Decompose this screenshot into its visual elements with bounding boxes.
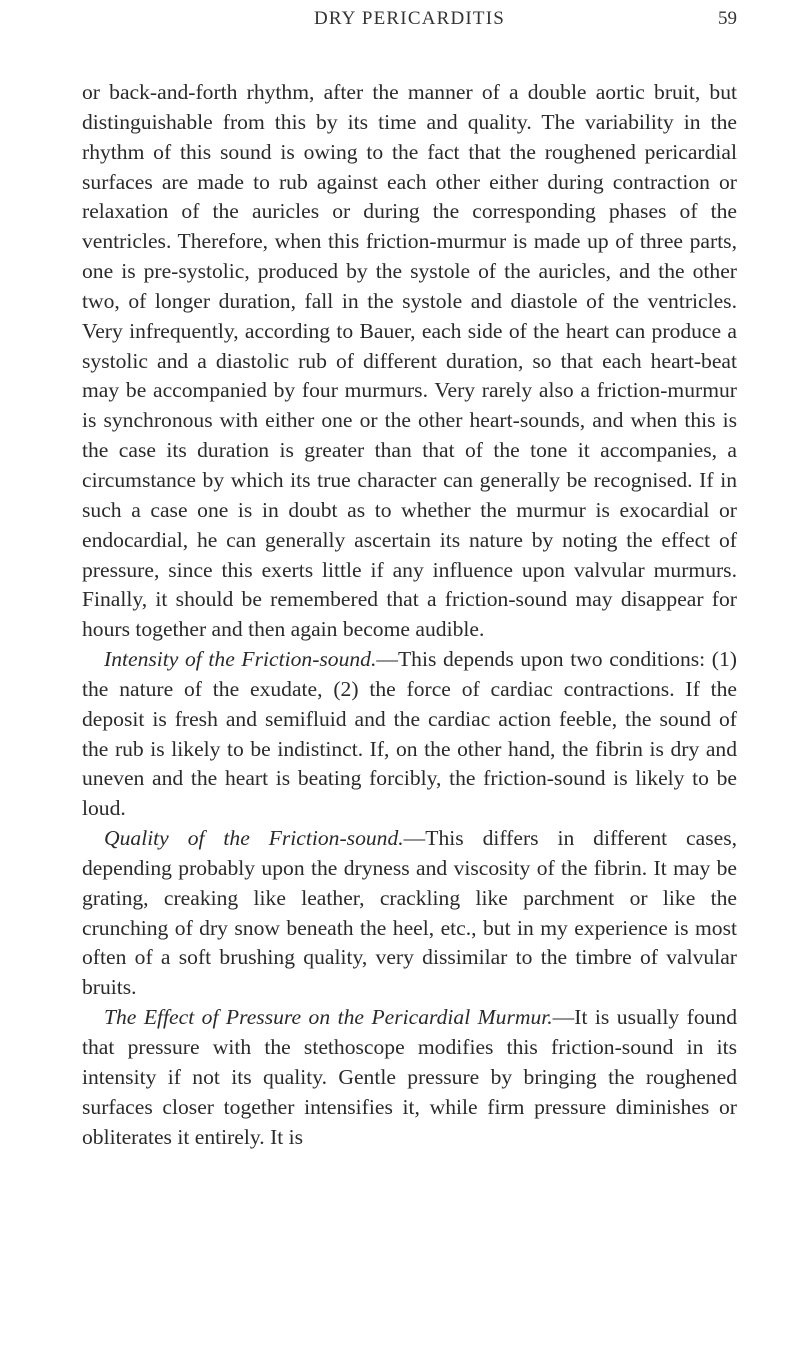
running-head bbox=[82, 4, 737, 32]
body-text bbox=[82, 78, 737, 1152]
subheading-intensity: Intensity of the Friction-sound. bbox=[104, 647, 377, 672]
paragraph-text: —This depends upon two conditions: (1) the nature of the exudate, (2) the force of cardiac contractions. If the deposit is fresh and semifluid and the cardiac action feeble, the sound of the rub is likely to be indistinct. If, on the other hand, the fibrin is dry and uneven and the heart is beating forcibly, the friction-sound is likely to be loud. bbox=[82, 647, 737, 821]
paragraph-text: or back-and-forth rhythm, after the manner of a double aortic bruit, but distinguishable from this by its time and quality. The variability in the rhythm of this sound is owing to the fact that the roughened pericardial surfaces are made to rub against each other either during contraction or relaxation of the auricles or during the corresponding phases of the ventricles. Therefore, when this friction-murmur is made up of three parts, one is pre-systolic, produced by the systole of the auricles, and the other two, of longer duration, fall in the systole and diastole of the ventricles. Very infrequently, according to Bauer, each side of the heart can produce a systolic and a diastolic rub of different duration, so that each heart-beat may be accompanied by four murmurs. Very rarely also a friction-murmur is synchronous with either one or the other heart-sounds, and when this is the case its duration is greater than that of the tone it accompanies, a circumstance by which its true character can generally be recognised. If in such a case one is in doubt as to whether the murmur is exocardial or endocardial, he can generally ascertain its nature by noting the effect of pressure, since this exerts little if any influence upon valvular murmurs. Finally, it should be remembered that a friction-sound may disappear for hours together and then again become audible. bbox=[82, 80, 737, 642]
paragraph-continuation bbox=[82, 78, 737, 645]
running-title: DRY PERICARDITIS bbox=[313, 8, 506, 29]
paragraph-pressure bbox=[82, 1003, 737, 1152]
subheading-quality: Quality of the Friction-sound. bbox=[104, 826, 404, 851]
page-number: 59 bbox=[718, 8, 737, 29]
paragraph-quality bbox=[82, 824, 737, 1003]
subheading-pressure: The Effect of Pressure on the Pericardial Murmur. bbox=[104, 1005, 553, 1030]
paragraph-intensity bbox=[82, 645, 737, 824]
paragraph-text: —This differs in different cases, depending probably upon the dryness and viscosity of the fibrin. It may be grating, creaking like leather, crackling like parchment or like the crunching of dry snow beneath the heel, etc., but in my experience is most often of a soft brushing quality, very dissimilar to the timbre of valvular bruits. bbox=[82, 826, 738, 1000]
paragraph-text: —It is usually found that pressure with the stethoscope modifies this friction-sound in its intensity if not its quality. Gentle pressure by bringing the roughened surfaces closer together intensifies it, while firm pressure diminishes or obliterates it entirely. It is bbox=[82, 1005, 738, 1149]
